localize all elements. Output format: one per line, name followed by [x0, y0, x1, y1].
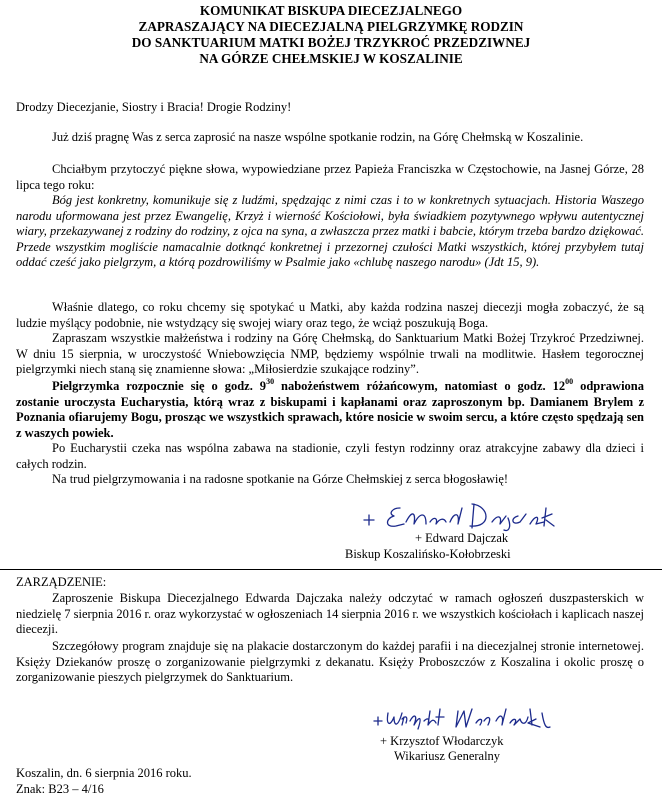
time-minutes-2: 00 [565, 377, 574, 386]
paragraph-program [16, 379, 644, 441]
header-line-1: KOMUNIKAT BISKUPA DIECEZJALNEGO [199, 3, 463, 18]
section-divider [0, 569, 662, 570]
program-text-1: Pielgrzymka rozpocznie się o godz. 9 [52, 379, 267, 393]
paragraph-blessing: Na trud pielgrzymowania i na radosne spotkanie na Górze Chełmskiej z serca błogosławię! [52, 472, 509, 486]
document-reference: Znak: B23 – 4/16 [16, 782, 104, 796]
place-and-date: Koszalin, dn. 6 sierpnia 2016 roku. [16, 766, 192, 780]
paragraph-festival: Po Eucharystii czeka nas wspólna zabawa na stadionie, czyli festyn rodzinny oraz atrakcyjne zabawy dla dzieci i całych rodzin. [16, 441, 644, 471]
signature-edward-dajczak-image [360, 500, 560, 534]
header-line-2: ZAPRASZAJĄCY NA DIECEZJALNĄ PIELGRZYMKĘ RODZIN [138, 19, 524, 34]
program-text-2: nabożeństwem różańcowym, natomiast o godz. 12 [274, 379, 566, 393]
paragraph-invitation: Już dziś pragnę Was z serca zaprosić na nasze wspólne spotkanie rodzin, na Górę Chełmską w Koszalinie. [52, 130, 584, 144]
paragraph-why: Właśnie dlatego, co roku chcemy się spotykać u Matki, aby każda rodzina naszej diecezji mogła zobaczyć, że są ludzie myślący podobnie, nie wstydzący się swojej wiary oraz tego, że wciąż poszukują Boga. [16, 300, 644, 330]
signature-2-title: Wikariusz Generalny [394, 749, 501, 763]
document-header [0, 3, 662, 67]
time-minutes-1: 30 [266, 377, 275, 386]
signature-2-name: + Krzysztof Włodarczyk [380, 734, 504, 748]
greeting: Drodzy Diecezjanie, Siostry i Bracia! Drogie Rodziny! [16, 100, 292, 114]
signature-1-name: + Edward Dajczak [415, 531, 509, 545]
header-line-4: NA GÓRZE CHEŁMSKIEJ W KOSZALINIE [199, 51, 463, 66]
decree-heading: ZARZĄDZENIE: [16, 575, 107, 589]
header-line-3: DO SANKTUARIUM MATKI BOŻEJ TRZYKROĆ PRZEDZIWNEJ [131, 35, 531, 50]
signature-krzysztof-wlodarczyk-image [372, 703, 552, 733]
pope-quote: Bóg jest konkretny, komunikuje się z ludźmi, spędzając z nimi czas i to w konkretnych sytuacjach. Historia Waszego narodu uformowana jest przez Ewangelię, Krzyż i wierność Kościołowi, była świadkiem pozytywnego wpływu autentycznej wiary, przekazywanej z rodziny do rodziny, z ojca na syna, a zwłaszcza przez matki i babcie, którym trzeba bardzo dziękować. Przede wszystkim mogliście namacalnie dotknąć konkretnej i przezornej czułości Matki wszystkich, której przybyłem tutaj oddać cześć jako pielgrzym, a którą pozdrowiliśmy w Psalmie jako «chlubę naszego narodu» (Jdt 15, 9). [16, 193, 644, 270]
signature-1-title: Biskup Koszalińsko-Kołobrzeski [345, 547, 511, 561]
decree-paragraph-1: Zaproszenie Biskupa Diecezjalnego Edwarda Dajczaka należy odczytać w ramach ogłoszeń duszpasterskich w niedzielę 7 sierpnia 2016 r. oraz wykorzystać w ogłoszeniach 14 sierpnia 2016 r. we wszystkich kościołach i kaplicach naszej diecezji. [16, 591, 644, 637]
paragraph-invite-families: Zapraszam wszystkie małżeństwa i rodziny na Górę Chełmską, do Sanktuarium Matki Bożej Trzykroć Przedziwnej. W dniu 15 sierpnia, w uroczystość Wniebowzięcia NMP, będziemy wspólnie trwali na modlitwie. Hasłem tegorocznej pielgrzymki niech staną się znamienne słowa: „Miłosierdzie szukające rodziny”. [16, 331, 644, 377]
program-text-3: odprawiona zostanie uroczysta Eucharystia, którą wraz z biskupami i kapłanami oraz zaproszonym bp. Damianem Brylem z Poznania ofiarujemy Bogu, prosząc we wszystkich sprawach, które nosicie w swoim sercu, a które często spędzają sen z waszych powiek. [16, 379, 644, 440]
decree-paragraph-2: Szczegółowy program znajduje się na plakacie dostarczonym do każdej parafii i na diecezjalnej stronie internetowej. Księży Dziekanów proszę o zorganizowanie pielgrzymki z dekanatu. Księży Proboszczów z Koszalina i okolic proszę o zorganizowanie pieszych pielgrzymek do Sanktuarium. [16, 639, 644, 685]
paragraph-pope-intro: Chciałbym przytoczyć piękne słowa, wypowiedziane przez Papieża Franciszka w Częstochowie, na Jasnej Górze, 28 lipca tego roku: [16, 162, 644, 192]
